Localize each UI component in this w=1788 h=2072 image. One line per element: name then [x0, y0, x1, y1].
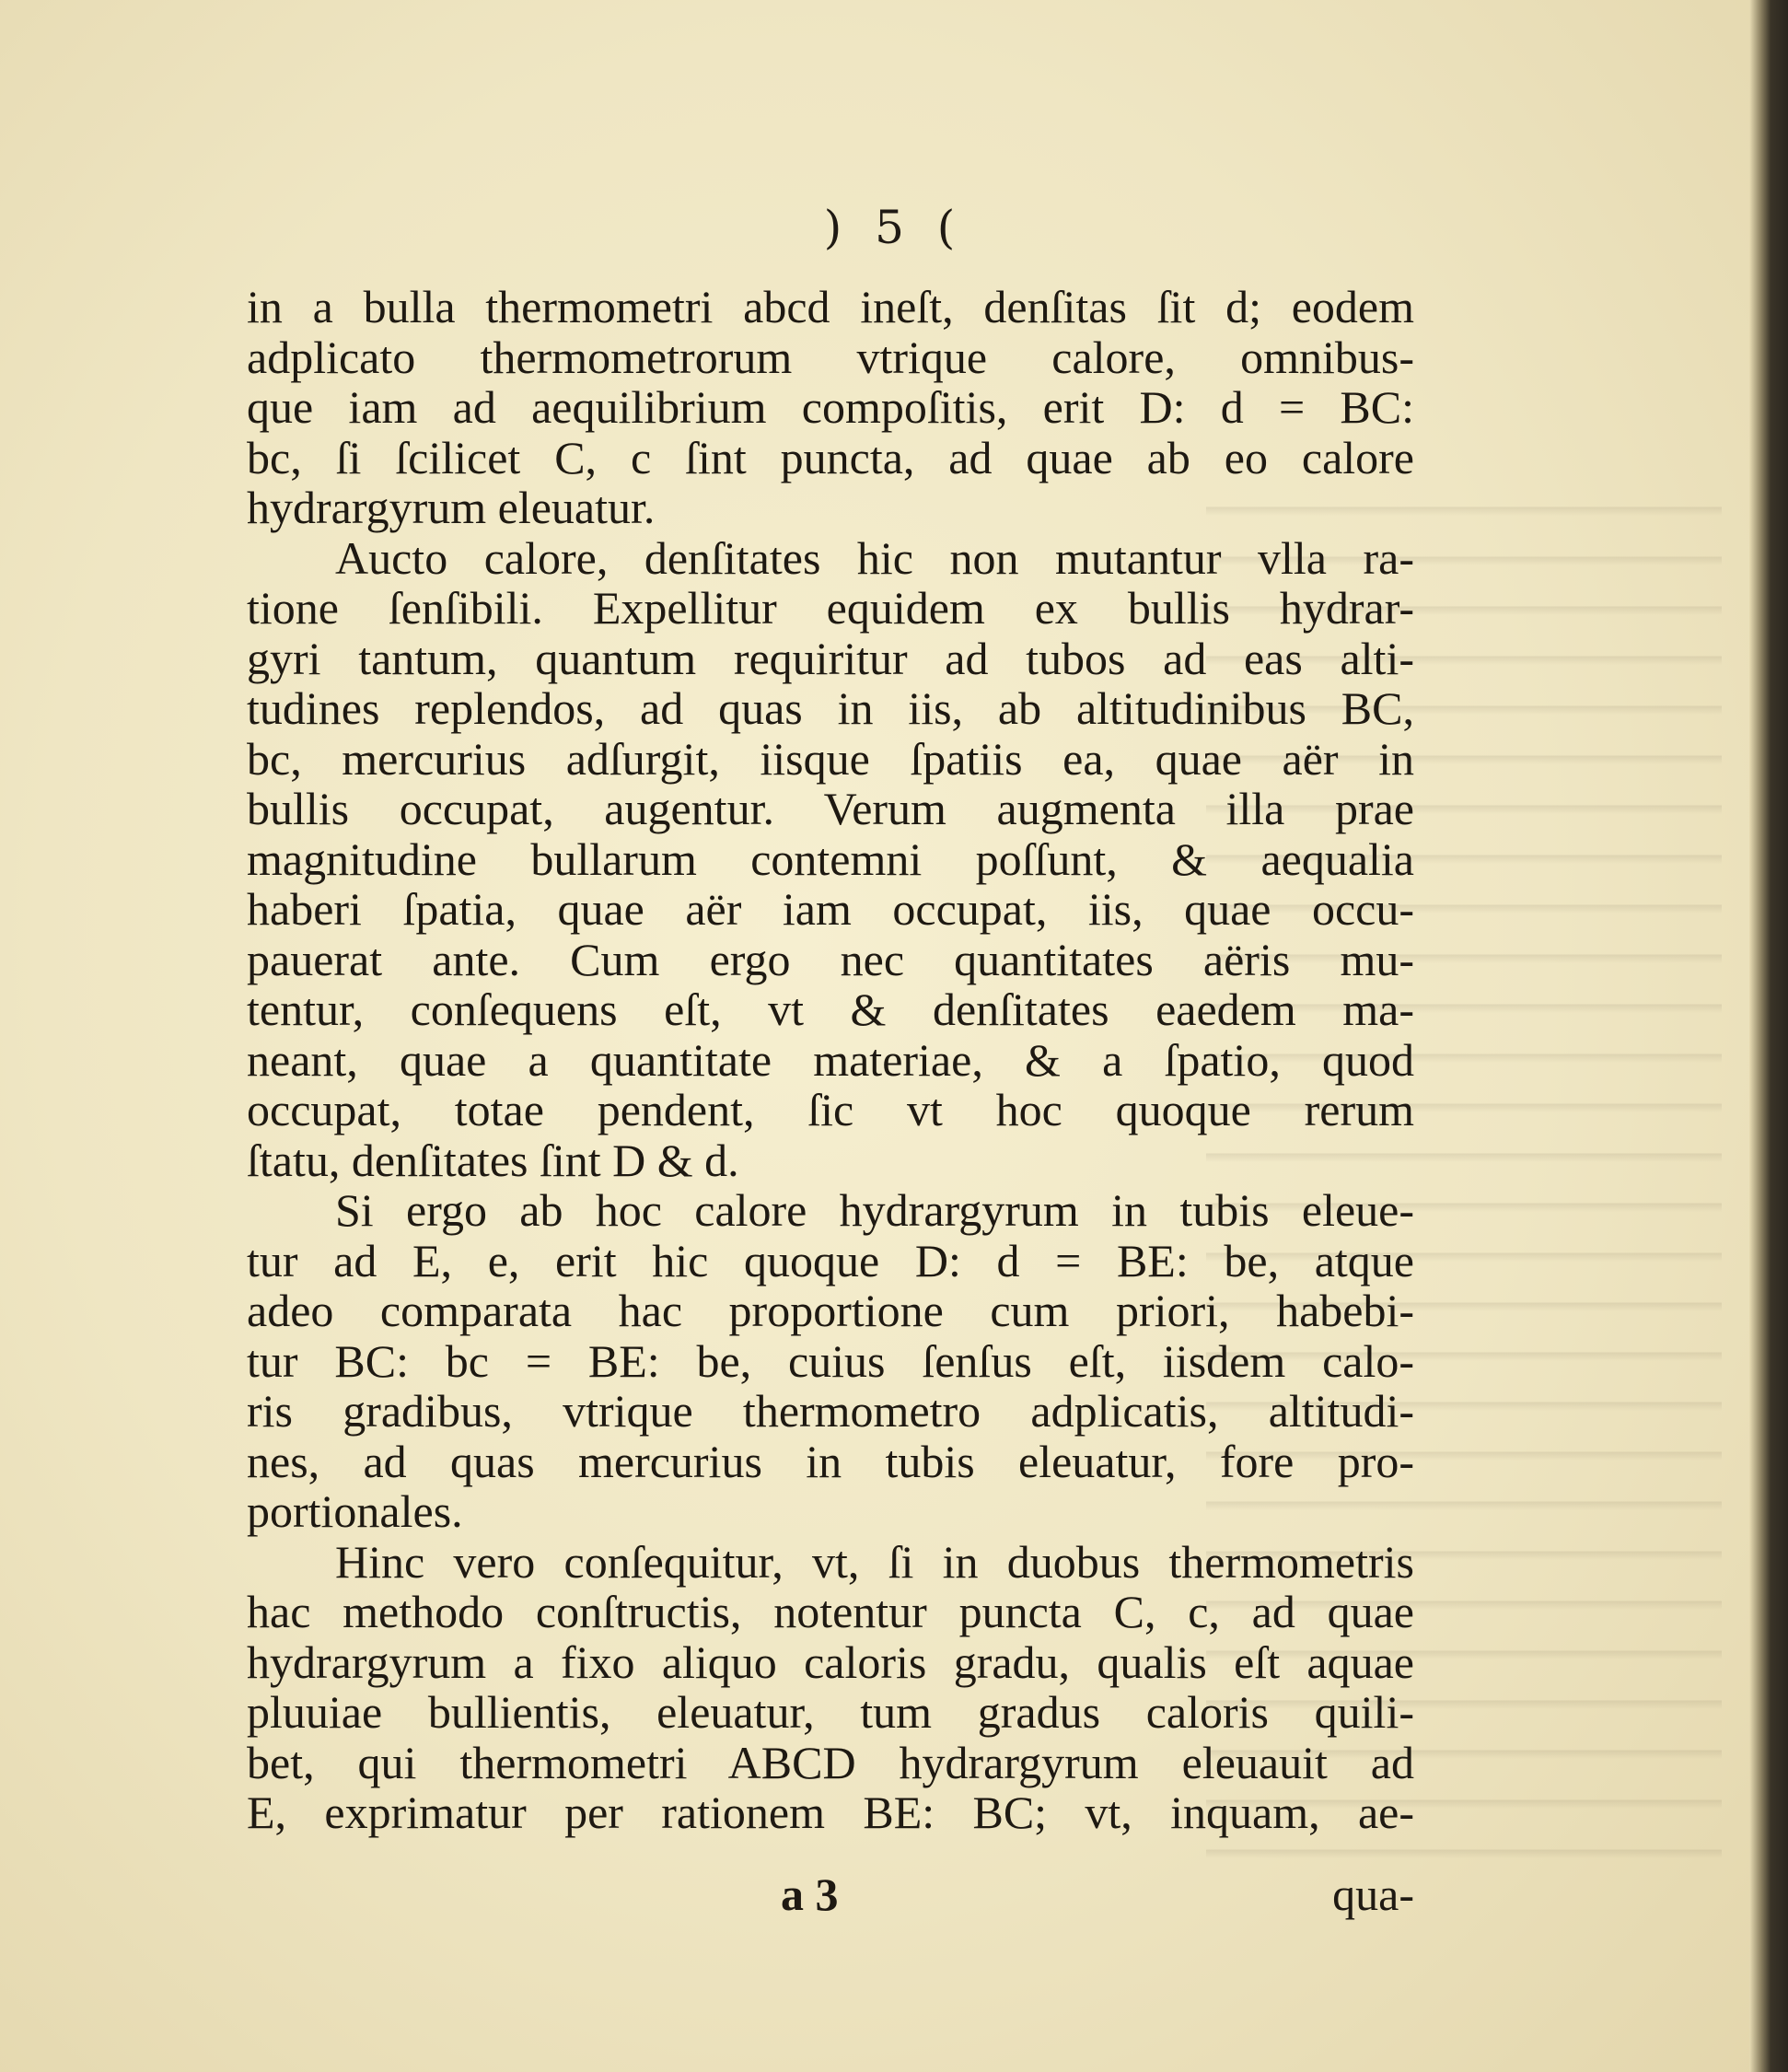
catchword: qua-: [1332, 1868, 1414, 1920]
text-line: tur BC: bc = BE: be, cuius ſenſus eſt, iisdem calo-: [247, 1334, 1414, 1387]
text-line: pluuiae bullientis, eleuatur, tum gradus caloris quili-: [247, 1686, 1414, 1738]
text-line: tentur, conſequens eſt, vt & denſitates eaedem ma-: [247, 984, 1414, 1035]
text-line: hydrargyrum a fixo aliquo caloris gradu, qualis eſt aquae: [247, 1635, 1414, 1688]
text-line: in a bulla thermometri abcd ineſt, denſitas ſit d; eodem: [247, 281, 1414, 332]
text-line: Hinc vero conſequitur, vt, ſi in duobus thermometris: [335, 1535, 1414, 1588]
text-line: bc, mercurius adſurgit, iisque ſpatiis ea, quae aër in: [247, 732, 1414, 785]
text-line: gyri tantum, quantum requiritur ad tubos ad eas alti-: [247, 632, 1414, 684]
text-line: occupat, totae pendent, ſic vt hoc quoque rerum: [247, 1084, 1414, 1135]
text-line: hydrargyrum eleuatur.: [247, 482, 656, 533]
page-footer: [247, 1868, 1414, 1923]
body-text: [247, 282, 1414, 1838]
text-line: que iam ad aequilibrium compoſitis, erit D: d = BC:: [247, 381, 1414, 433]
text-line: ſtatu, denſitates ſint D & d.: [247, 1134, 739, 1186]
text-line: bullis occupat, augentur. Verum augmenta illa prae: [247, 783, 1414, 834]
text-line: bc, ſi ſcilicet C, c ſint puncta, ad quae ab eo calore: [247, 431, 1414, 483]
text-line: tudines replendos, ad quas in iis, ab altitudinibus BC,: [247, 682, 1414, 734]
text-line: adeo comparata hac proportione cum priori, habebi-: [247, 1285, 1414, 1336]
text-line: magnitudine bullarum contemni poſſunt, & aequalia: [247, 832, 1414, 885]
text-line: Aucto calore, denſitates hic non mutantur vlla ra-: [335, 531, 1414, 584]
text-line: nes, ad quas mercurius in tubis eleuatur, fore pro-: [247, 1435, 1414, 1487]
page-edge: [1749, 0, 1788, 2072]
text-line: portionales.: [247, 1485, 463, 1537]
text-line: tione ſenſibili. Expellitur equidem ex bullis hydrar-: [247, 582, 1414, 634]
text-line: pauerat ante. Cum ergo nec quantitates aëris mu-: [247, 933, 1414, 985]
page-number-header: ) 5 (: [823, 201, 965, 254]
text-line: haberi ſpatia, quae aër iam occupat, iis, quae occu-: [247, 883, 1414, 935]
text-line: tur ad E, e, erit hic quoque D: d = BE: be, atque: [247, 1234, 1414, 1286]
text-line: ris gradibus, vtrique thermometro adplicatis, altitudi-: [247, 1385, 1414, 1437]
text-line: adplicato thermometrorum vtrique calore, omnibus-: [247, 331, 1414, 383]
text-line: E, exprimatur per rationem BE: BC; vt, inquam, ae-: [247, 1787, 1414, 1838]
text-line: neant, quae a quantitate materiae, & a ſpatio, quod: [247, 1033, 1414, 1086]
text-line: Si ergo ab hoc calore hydrargyrum in tubis eleue-: [335, 1184, 1414, 1236]
signature-mark: a 3: [781, 1868, 839, 1920]
text-line: hac methodo conſtructis, notentur puncta C, c, ad quae: [247, 1586, 1414, 1637]
text-line: bet, qui thermometri ABCD hydrargyrum eleuauit ad: [247, 1736, 1414, 1788]
